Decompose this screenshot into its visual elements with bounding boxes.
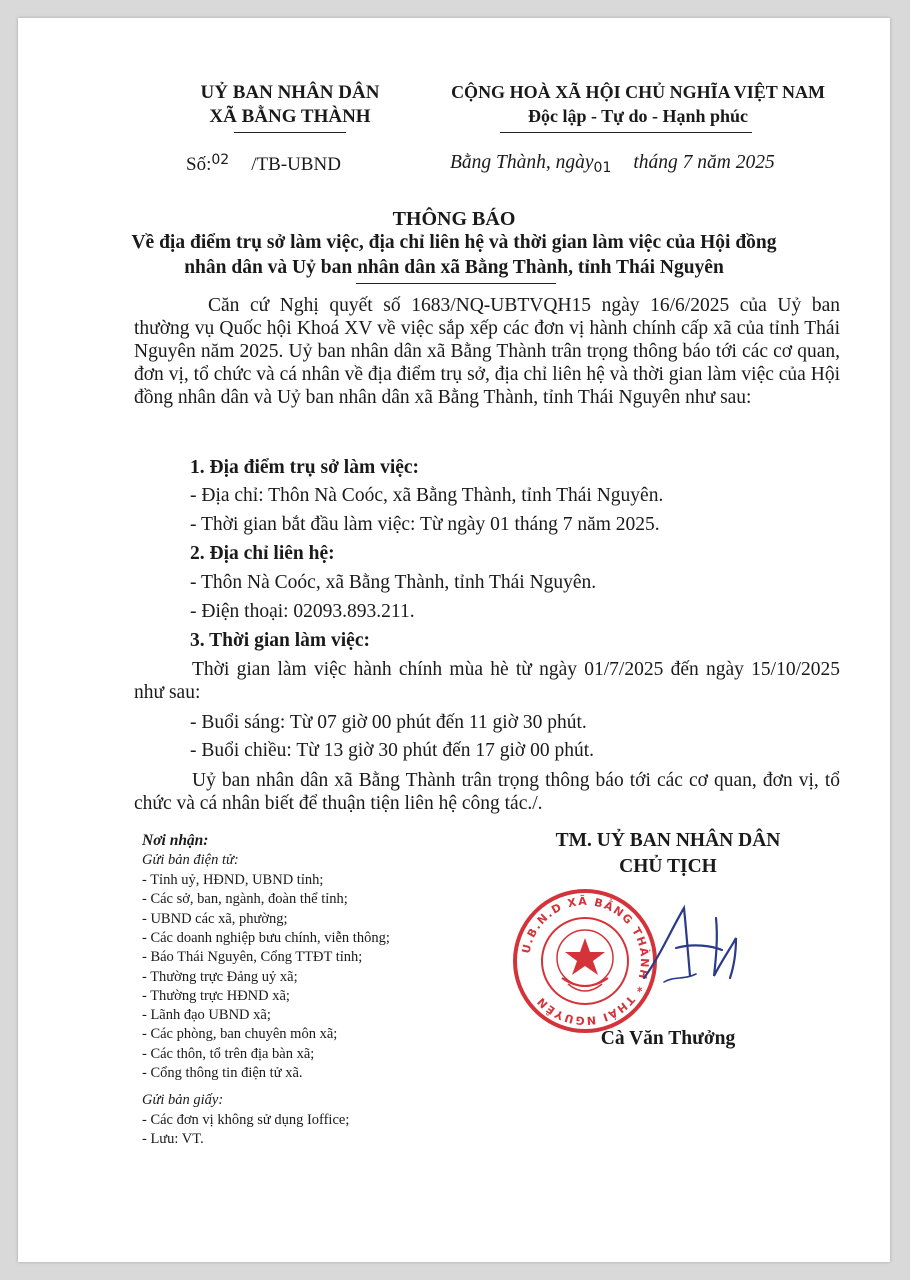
recipient-item: - UBND các xã, phường; [142,910,288,927]
intro-paragraph: Căn cứ Nghị quyết số 1683/NQ-UBTVQH15 ngày 16/6/2025 của Uỷ ban thường vụ Quốc hội Khoá XV về việc sắp xếp các đơn vị hành chính cấp xã của tỉnh Thái Nguyên năm 2025. Uỷ ban nhân dân xã Bằng Thành trân trọng thông báo tới các cơ quan, đơn vị, tổ chức và cá nhân về địa điểm trụ sở, địa chỉ liên hệ và thời gian làm việc của Hội đồng nhân dân và Uỷ ban nhân dân xã Bằng Thành, tỉnh Thái Nguyên như sau: [134,295,840,408]
section3-heading: 3. Thời gian làm việc: [190,630,370,651]
signature-title-line1: TM. UỶ BAN NHÂN DÂN [555,830,781,851]
doc-number [186,154,341,176]
notice-subtitle-line1: Về địa điểm trụ sở làm việc, địa chỉ liên hệ và thời gian làm việc của Hội đồng [131,232,777,253]
recipient-item: - Các phòng, ban chuyên môn xã; [142,1026,338,1043]
recipient-item: - Thường trực Đảng uỷ xã; [142,968,298,985]
recipient-item: - Thường trực HĐND xã; [142,987,290,1004]
recipient-item: - Các sở, ban, ngành, đoàn thể tỉnh; [142,891,348,908]
recipient-item: - Các thôn, tổ trên địa bàn xã; [142,1045,315,1062]
recipient-item: - Lãnh đạo UBND xã; [142,1007,271,1024]
recipients-paper-label: Gửi bản giấy: [142,1092,224,1108]
doc-number-suffix: /TB-UBND [251,154,341,175]
section3-item2: - Buổi chiều: Từ 13 giờ 30 phút đến 17 giờ 00 phút. [190,740,595,761]
section1-item1: - Địa chỉ: Thôn Nà Coóc, xã Bằng Thành, tỉnh Thái Nguyên. [190,485,664,506]
recipient-item: - Cổng thông tin điện tử xã. [142,1065,303,1081]
section1-heading: 1. Địa điểm trụ sở làm việc: [190,457,420,478]
nation-underline [500,132,752,133]
section2-item1: - Thôn Nà Coóc, xã Bằng Thành, tỉnh Thái Nguyên. [190,572,597,593]
notice-title: THÔNG BÁO [392,208,516,230]
doc-number-prefix: Số: [186,154,212,175]
date-day: 01 [593,160,612,176]
recipients-heading: Nơi nhận: [142,832,209,849]
doc-date [450,152,775,174]
recipient-item: - Tỉnh uỷ, HĐND, UBND tỉnh; [142,872,324,888]
title-underline [356,283,556,284]
notice-subtitle-line2: nhân dân và Uỷ ban nhân dân xã Bằng Thành, tỉnh Thái Nguyên [184,257,724,278]
recipient-item: - Các doanh nghiệp bưu chính, viễn thông; [142,929,390,946]
recipient-item: - Lưu: VT. [142,1131,204,1148]
doc-number-value: 02 [211,152,230,168]
recipient-item: - Báo Thái Nguyên, Cổng TTĐT tỉnh; [142,949,363,966]
nation-line1: CỘNG HOÀ XÃ HỘI CHỦ NGHĨA VIỆT NAM [451,82,825,102]
date-prefix: Bằng Thành, ngày [450,152,594,173]
section1-item2: - Thời gian bắt đầu làm việc: Từ ngày 01 tháng 7 năm 2025. [190,514,660,535]
nation-line2: Độc lập - Tự do - Hạnh phúc [527,106,749,126]
section2-item2: - Điện thoại: 02093.893.211. [190,601,415,622]
seal-text: U.B.N.D XÃ BẰNG THÀNH * THÁI NGUYÊN [519,894,652,1028]
closing-paragraph: Uỷ ban nhân dân xã Bằng Thành trân trọng thông báo tới các cơ quan, đơn vị, tổ chức và cá nhân biết để thuận tiện liên hệ công tác./. [134,770,840,814]
org-name-line1: UỶ BAN NHÂN DÂN [200,82,380,103]
org-name-line2: XÃ BẰNG THÀNH [209,106,371,127]
recipient-item: - Các đơn vị không sử dụng Ioffice; [142,1112,350,1128]
section2-heading: 2. Địa chỉ liên hệ: [190,543,335,564]
org-underline [234,132,346,133]
section3-paragraph: Thời gian làm việc hành chính mùa hè từ ngày 01/7/2025 đến ngày 15/10/2025 như sau: [134,659,840,703]
document-page [18,18,890,1262]
recipients-electronic-label: Gửi bản điện tử: [142,852,239,868]
handwritten-signature [624,898,754,993]
signer-name: Cà Văn Thưởng [600,1028,736,1049]
signature-title-line2: CHỦ TỊCH [619,856,717,877]
section3-item1: - Buổi sáng: Từ 07 giờ 00 phút đến 11 giờ 30 phút. [190,712,587,733]
date-suffix: tháng 7 năm 2025 [633,152,775,173]
